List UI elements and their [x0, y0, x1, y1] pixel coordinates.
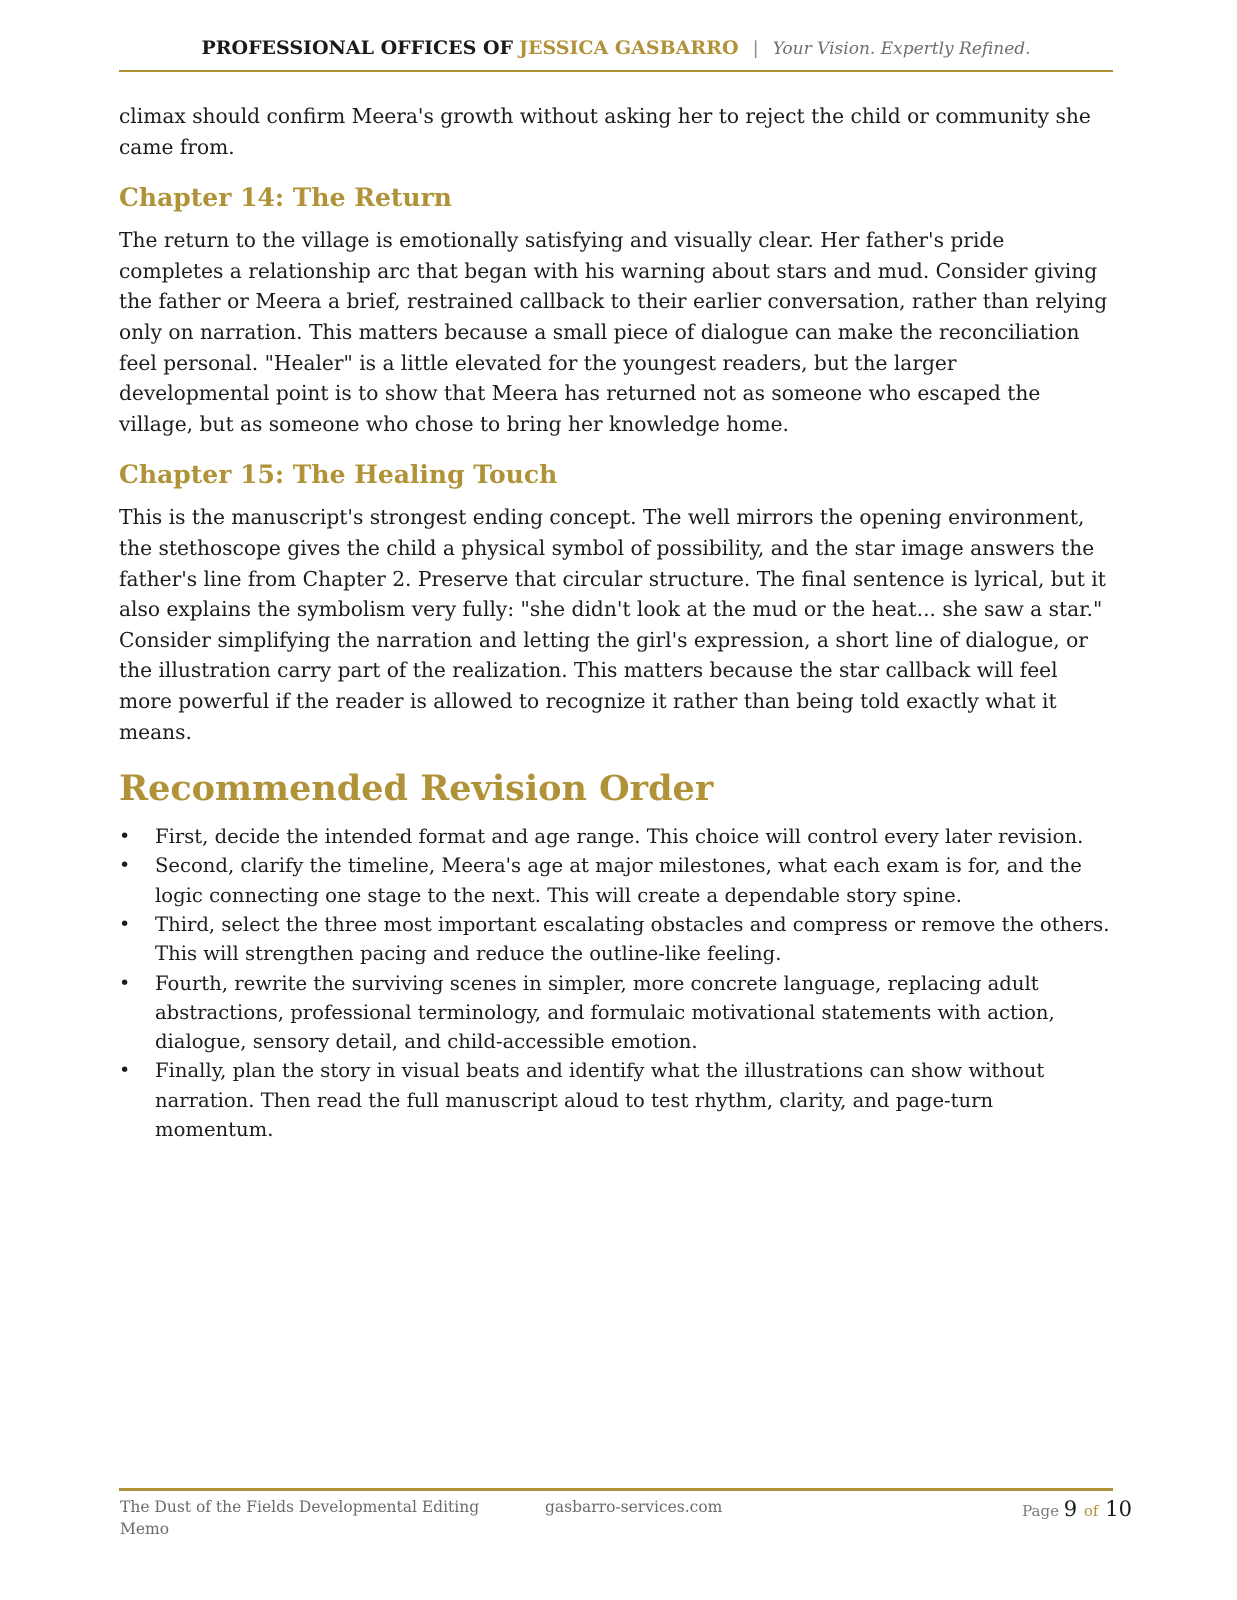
header-prefix: PROFESSIONAL OFFICES OF — [201, 37, 513, 59]
list-item-text: Third, select the three most important escalating obstacles and compress or remove the others. This will strengthen pacing and reduce the outline-like feeling. — [155, 912, 1110, 966]
revision-order-list — [119, 822, 1113, 1144]
revision-order-heading: Recommended Revision Order — [119, 768, 714, 810]
bullet-icon: • — [119, 854, 131, 877]
list-item — [119, 851, 1113, 910]
header-separator: | — [752, 38, 759, 59]
list-item-text: First, decide the intended format and age range. This choice will control every later revision. — [155, 825, 1084, 849]
list-item — [119, 969, 1113, 1057]
page-header — [119, 34, 1113, 72]
page-number — [1022, 1497, 1132, 1521]
chapter-15-heading: Chapter 15: The Healing Touch — [119, 460, 558, 490]
footer-divider — [119, 1488, 1113, 1491]
chapter-14-paragraph: The return to the village is emotionally satisfying and visually clear. Her father's pride completes a relationship arc that began with his warning about stars and mud. Consider giving the father or Meera a brief, restrained callback to their earlier conversation, rather than relying only on narration. This matters because a small piece of dialogue can make the reconciliation feel personal. "Healer" is a little elevated for the youngest readers, but the larger developmental point is to show that Meera has returned not as someone who escaped the village, but as someone who chose to bring her knowledge home. — [119, 228, 1108, 436]
chapter-15-paragraph: This is the manuscript's strongest ending concept. The well mirrors the opening environment, the stethoscope gives the child a physical symbol of possibility, and the star image answers the father's line from Chapter 2. Preserve that circular structure. The final sentence is lyrical, but it also explains the symbolism very fully: "she didn't look at the mud or the heat... she saw a star." Consider simplifying the narration and letting the girl's expression, a short line of dialogue, or the illustration carry part of the realization. This matters because the star callback will feel more powerful if the reader is allowed to recognize it rather than being told exactly what it means. — [119, 505, 1106, 744]
list-item-text: Fourth, rewrite the surviving scenes in simpler, more concrete language, replacing adult abstractions, professional terminology, and formulaic motivational statements with action, dialogue, sensory detail, and child-accessible emotion. — [155, 971, 1055, 1054]
footer-website: gasbarro-services.com — [545, 1498, 723, 1516]
bullet-icon: • — [119, 1059, 131, 1082]
document-body — [119, 101, 1113, 1144]
bullet-icon: • — [119, 971, 131, 994]
list-item — [119, 1056, 1113, 1144]
of-label: of — [1083, 1502, 1099, 1520]
header-tagline: Your Vision. Expertly Refined. — [772, 39, 1031, 59]
bullet-icon: • — [119, 912, 131, 935]
bullet-icon: • — [119, 825, 131, 848]
list-item-text: Second, clarify the timeline, Meera's age at major milestones, what each exam is for, and the logic connecting one stage to the next. This will create a dependable story spine. — [155, 854, 1082, 907]
current-page: 9 — [1063, 1497, 1078, 1521]
intro-paragraph: climax should confirm Meera's growth without asking her to reject the child or community she came from. — [119, 104, 1091, 159]
list-item — [119, 822, 1113, 851]
header-name: JESSICA GASBARRO — [519, 37, 739, 59]
page-label: Page — [1022, 1502, 1059, 1520]
list-item — [119, 910, 1113, 969]
list-item-text: Finally, plan the story in visual beats and identify what the illustrations can show without narration. Then read the full manuscript aloud to test rhythm, clarity, and page-turn momentum. — [155, 1059, 1045, 1142]
chapter-14-heading: Chapter 14: The Return — [119, 183, 452, 213]
footer-document-title: The Dust of the Fields Developmental Editing Memo — [120, 1498, 480, 1538]
total-pages: 10 — [1105, 1497, 1132, 1521]
header-line — [201, 34, 1030, 63]
